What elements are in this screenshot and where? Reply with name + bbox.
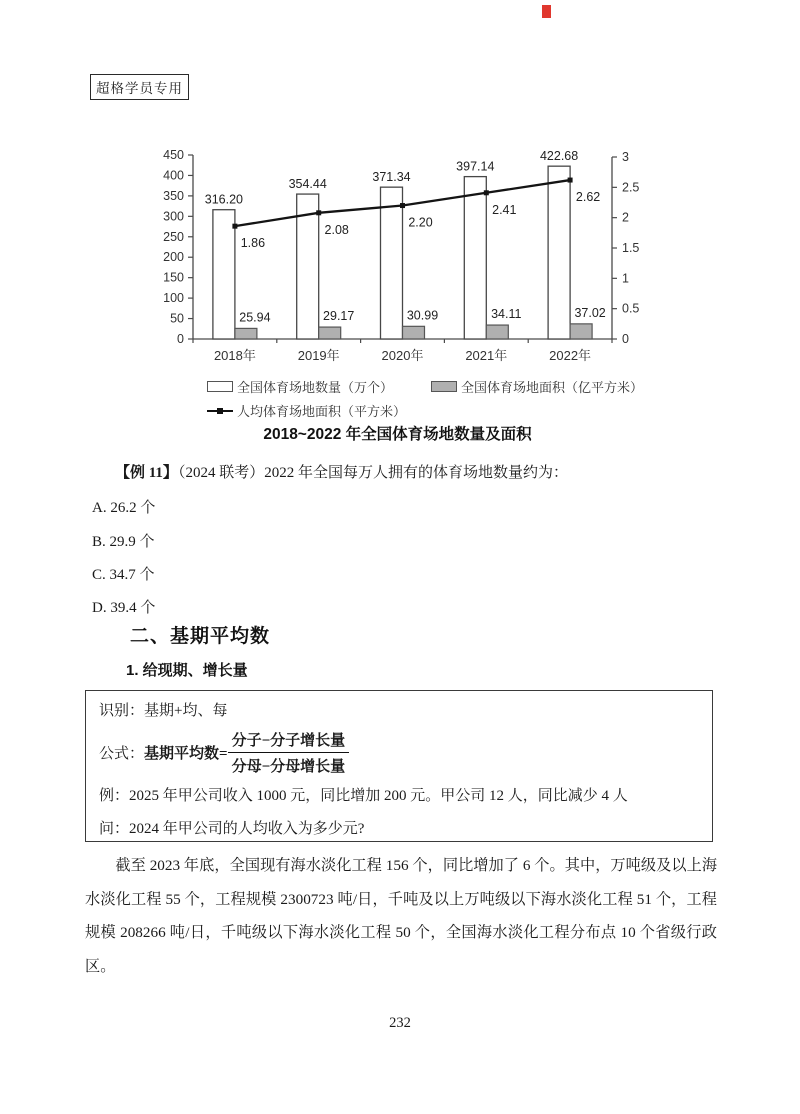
count-bar-label: 397.14 <box>456 159 495 174</box>
legend-item-percapita <box>207 401 406 420</box>
line-point <box>484 190 489 195</box>
left-tick-label: 50 <box>170 311 184 326</box>
line-point-label: 1.86 <box>240 236 266 251</box>
count-bar <box>464 177 486 339</box>
line-point <box>568 178 573 183</box>
category-label: 2018年 <box>213 348 256 363</box>
area-bar-label: 29.17 <box>323 309 355 324</box>
red-corner-marker <box>542 5 551 18</box>
area-bar <box>570 324 592 339</box>
legend-label: 全国体育场地数量（万个） <box>237 380 394 395</box>
page-number: 232 <box>389 1015 411 1031</box>
count-bar <box>548 166 570 339</box>
left-tick-label: 300 <box>163 209 184 224</box>
legend-item-area <box>431 377 643 396</box>
formula-fraction <box>228 729 350 776</box>
legend-item-count <box>207 377 393 396</box>
white-bar-swatch-icon <box>207 381 233 392</box>
legend-label: 人均体育场地面积（平方米） <box>237 404 407 419</box>
area-bar <box>403 326 425 339</box>
formula-box <box>85 690 713 842</box>
formula-lhs: 基期平均数= <box>144 746 228 762</box>
category-label: 2020年 <box>381 348 424 363</box>
left-tick-label: 400 <box>163 168 184 183</box>
example-question <box>115 461 568 482</box>
category-label: 2019年 <box>297 348 340 363</box>
right-tick-label: 1.5 <box>622 241 640 255</box>
section-subheading: 1. 给现期、增长量 <box>126 662 248 679</box>
ask-line: 问：2024 年甲公司的人均收入为多少元? <box>99 821 365 837</box>
count-bar <box>381 187 403 339</box>
desalination-paragraph: 截至 2023 年底，全国现有海水淡化工程 156 个，同比增加了 6 个。其中，万吨级及以上海水淡化工程 55 个，工程规模 2300723 吨/日，千吨及以上万吨级以下海水淡化工程 51 个，工程规模 208266 吨/日，千吨级以下海水淡化工程 50 个，全国海水淡化工程分布点 10 个省级行政区。 <box>85 857 717 975</box>
option-b: B. 29.9 个 <box>92 534 155 550</box>
area-bar-label: 25.94 <box>239 310 271 325</box>
example-tag: 【例 11】 <box>115 465 178 481</box>
right-tick-label: 0.5 <box>622 301 640 316</box>
formula-label: 公式： <box>99 746 145 762</box>
area-bar <box>319 327 341 339</box>
count-bar-label: 422.68 <box>539 149 579 164</box>
option-a: A. 26.2 个 <box>92 500 156 516</box>
count-bar-label: 316.20 <box>204 192 244 207</box>
chart-plot-area <box>125 144 670 366</box>
right-tick-label: 2.5 <box>622 180 640 195</box>
line-point-label: 2.41 <box>492 202 517 217</box>
identify-line: 识别：基期+均、每 <box>99 703 228 719</box>
option-c: C. 34.7 个 <box>92 567 155 583</box>
combo-chart <box>125 144 670 366</box>
count-bar-label: 371.34 <box>372 170 411 185</box>
left-tick-label: 0 <box>177 332 184 346</box>
category-label: 2022年 <box>549 348 592 363</box>
count-bar <box>213 210 235 339</box>
section-heading: 二、基期平均数 <box>130 626 271 647</box>
fraction-denominator: 分母−分母增长量 <box>231 759 346 775</box>
left-tick-label: 350 <box>163 188 184 203</box>
left-tick-label: 250 <box>163 229 184 244</box>
chart-title: 2018~2022 年全国体育场地数量及面积 <box>263 426 532 443</box>
left-tick-label: 100 <box>163 291 184 306</box>
line-point <box>232 224 237 229</box>
area-bar <box>235 328 257 339</box>
gray-bar-swatch-icon <box>431 381 457 392</box>
right-tick-label: 1 <box>622 271 629 286</box>
line-point-label: 2.08 <box>324 222 349 237</box>
right-tick-label: 0 <box>622 332 629 346</box>
category-label: 2021年 <box>465 348 508 363</box>
line-marker-swatch-icon <box>207 410 233 412</box>
count-bar-label: 354.44 <box>288 177 327 192</box>
area-bar <box>486 325 508 339</box>
example-line: 例：2025 年甲公司收入 1000 元，同比增加 200 元。甲公司 12 人，同比减少 4 人 <box>99 788 628 804</box>
question-stem: （2024 联考）2022 年全国每万人拥有的体育场地数量约为： <box>177 465 568 481</box>
left-tick-label: 450 <box>163 148 184 162</box>
left-tick-label: 200 <box>163 250 184 265</box>
fraction-numerator: 分子−分子增长量 <box>228 729 350 753</box>
right-tick-label: 3 <box>622 150 629 164</box>
line-point <box>400 203 405 208</box>
legend-label: 全国体育场地面积（亿平方米） <box>461 380 644 395</box>
line-point <box>316 210 321 215</box>
option-d: D. 39.4 个 <box>92 600 156 616</box>
right-tick-label: 2 <box>622 210 629 225</box>
area-bar-label: 34.11 <box>491 307 522 322</box>
member-stamp: 超格学员专用 <box>90 74 189 100</box>
line-point-label: 2.20 <box>408 215 433 230</box>
formula-line <box>99 729 349 776</box>
line-point-label: 2.62 <box>575 190 601 205</box>
area-bar-label: 30.99 <box>406 308 439 323</box>
left-tick-label: 150 <box>163 270 184 285</box>
area-bar-label: 37.02 <box>574 305 606 320</box>
